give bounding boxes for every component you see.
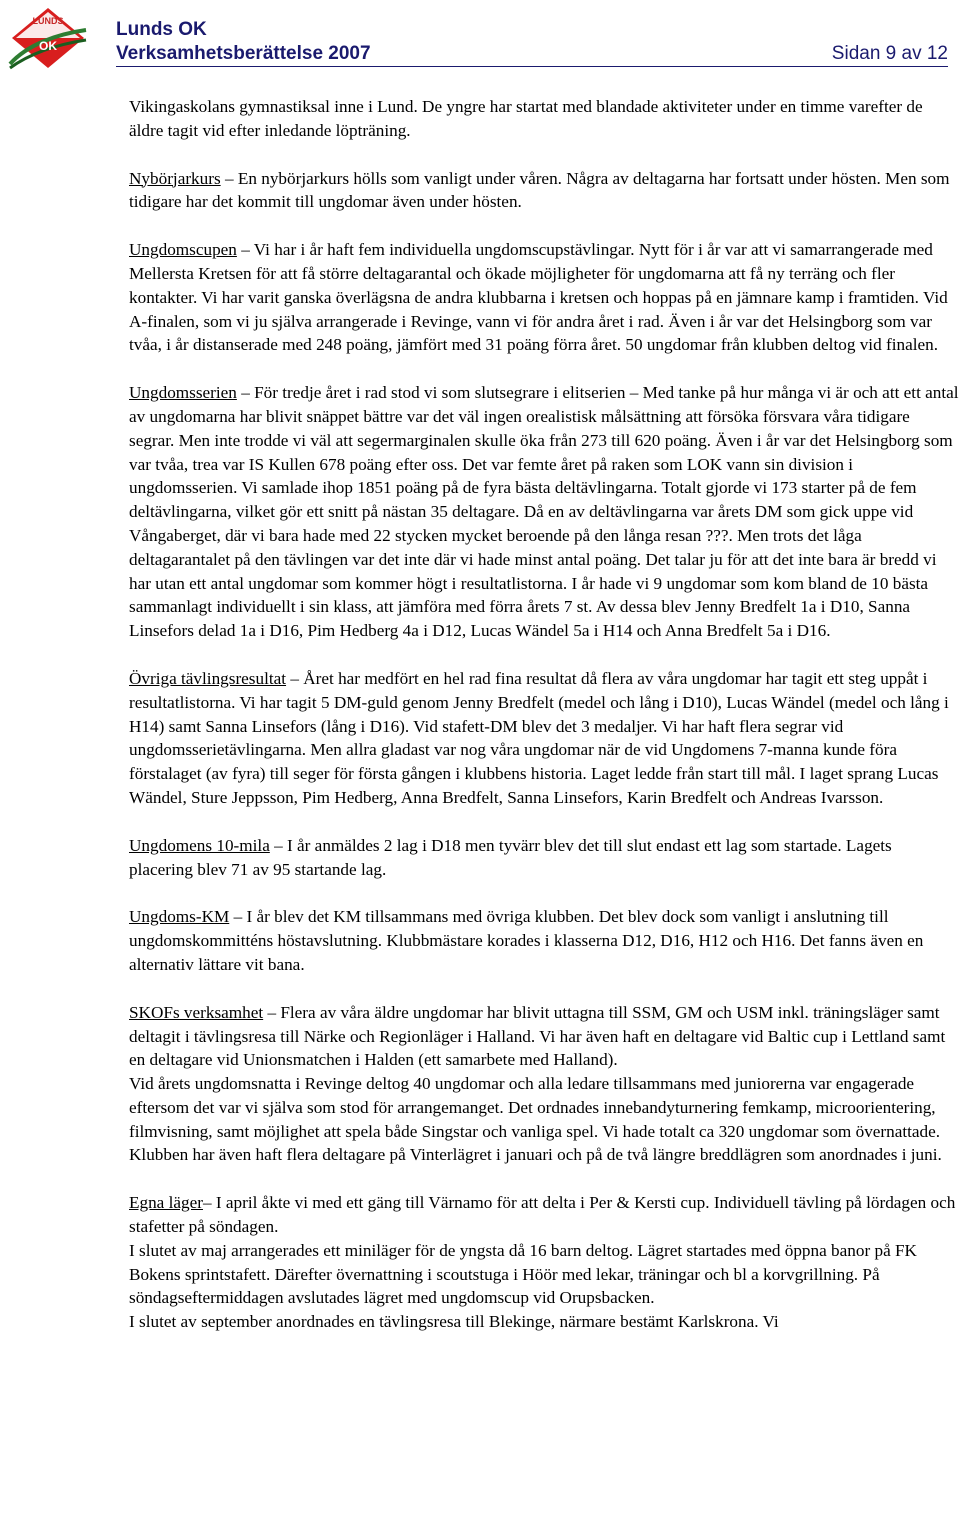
section-heading: Ungdomsserien bbox=[129, 383, 237, 403]
paragraph-text: – I år anmäldes 2 lag i D18 men tyvärr blev det till slut endast ett lag som startade. Lagets placering blev 71 av 95 startande lag. bbox=[129, 835, 892, 879]
paragraph-text: I slutet av september anordnades en tävlingsresa till Blekinge, närmare bestämt Karlskrona. Vi bbox=[129, 1312, 779, 1332]
paragraph-vinterlager bbox=[129, 1143, 959, 1167]
paragraph-text: – För tredje året i rad stod vi som slutsegrare i elitserien – Med tanke på hur många vi är och att ett antal av ungdomarna har blivit snäppet bättre var det väl ingen orealistisk målsättning att försöka försvara våra tidigare segrar. Men inte trodde vi väl att segermarginalen skulle öka från 273 till 620 poäng. Även i år var det Helsingborg som var tvåa, trea var IS Kullen 678 poäng efter oss. Det var femte året på raken som LOK vann sin division i ungdomsserien. Vi samlade ihop 1851 poäng på de fyra bästa deltävlingarna. Totalt gjorde vi 173 starter på de fem deltävlingarna, vilket gör ett snitt på nästan 35 deltagare. Då en av deltävlingarna var årets DM som gick uppe vid Vångaberget, där vi bara hade med 22 stycken mycket beroende på den långa resan ???. Men trots det låga deltagarantalet på den tävlingen var det inte där vi hade minst antal poäng. Det talar ju för att det inte bara är bredd vi har utan ett antal ungdomar som kommer högt i resultatlistorna. I år hade vi 9 ungdomar som kom bland de 10 bästa sammanlagt individuellt i sin klass, att jämföra med förra årets 7 st. Av dessa blev Jenny Bredfelt 1a i D10, Sanna Linsefors delad 1a i D16, Pim Hedberg 4a i D12, Lucas Wändel 5a i H14 och Anna Bredfelt 5a i D16. bbox=[129, 383, 959, 641]
paragraph-tavlingsresa bbox=[129, 1310, 959, 1334]
paragraph-text: – I år blev det KM tillsammans med övriga klubben. Det blev dock som vanligt i anslutning till ungdomskommitténs höstavslutning. Klubbmästare korades i klasserna D12, D16, H12 och H16. Det fanns även en alternativ lättare vit bana. bbox=[129, 907, 924, 974]
paragraph-text: Klubben har även haft flera deltagare på Vinterlägret i januari och på de två längre breddlägren som anordnades i juni. bbox=[129, 1145, 942, 1165]
paragraph-10-mila bbox=[129, 834, 959, 882]
section-heading: SKOFs verksamhet bbox=[129, 1002, 264, 1022]
paragraph-text: – Vi har i år haft fem individuella ungdomscupstävlingar. Nytt för i år var att vi samarrangerade med Mellersta Kretsen för att få större deltagarantal och ökade möjligheter för ungdomarna att få ny terräng och fler kontakter. Vi har varit ganska överlägsna de andra klubbarna i kretsen och hoppas på en jämnare kamp i framtiden. Vid A-finalen, som vi ju själva arrangerade i Revinge, vann vi för andra året i rad. Även i år var det Helsingborg som var tvåa, i år distanserade med 248 poäng, jämfört med 31 poäng förra året. 50 ungdomar från klubben deltog vid finalen. bbox=[129, 240, 948, 355]
paragraph-ungdomscupen bbox=[129, 238, 959, 357]
paragraph-ungdomsnatta bbox=[129, 1072, 959, 1143]
section-heading: Ungdomscupen bbox=[129, 240, 237, 260]
paragraph-text: I slutet av maj arrangerades ett miniläger för de yngsta då 16 barn deltog. Lägret startades med öppna banor på FK Bokens sprintstafett. Därefter övernattning i scoutstuga i Höör med lekar, träningar och bl a korvgrillning. På söndagseftermiddagen avslutades lägret med ungdomscup vid Orupsbacken. bbox=[129, 1240, 917, 1308]
paragraph-nyborjarkurs bbox=[129, 167, 959, 215]
paragraph-text: – En nybörjarkurs hölls som vanligt under våren. Några av deltagarna har fortsatt under hösten. Men som tidigare har det kommit till ungdomar även under hösten. bbox=[129, 168, 950, 212]
paragraph-intro bbox=[129, 95, 959, 143]
paragraph-text: – I april åkte vi med ett gäng till Värnamo för att delta i Per & Kersti cup. Individuell tävling på lördagen och stafetter på söndagen. bbox=[129, 1193, 956, 1237]
page-number: Sidan 9 av 12 bbox=[831, 43, 948, 64]
section-heading: Övriga tävlingsresultat bbox=[129, 668, 287, 688]
paragraph-minilager bbox=[129, 1239, 959, 1310]
section-heading: Ungdomens 10-mila bbox=[129, 835, 270, 855]
document-title: Verksamhetsberättelse 2007 bbox=[116, 43, 371, 64]
organization-name: Lunds OK bbox=[116, 19, 207, 40]
header-rule bbox=[116, 44, 948, 67]
section-heading: Ungdoms-KM bbox=[129, 907, 230, 927]
club-logo bbox=[8, 4, 88, 72]
document-body bbox=[129, 95, 959, 1334]
paragraph-text: – Flera av våra äldre ungdomar har blivit uttagna till SSM, GM och USM inkl. träningsläger samt deltagit i tävlingsresa till Närke och Regionläger i Halland. Vi har även haft en deltagare vid Baltic cup i Lettland samt en deltagare vid Unionsmatchen i Halden (ett samarbete med Halland). bbox=[129, 1002, 946, 1070]
paragraph-text: Vid årets ungdomsnatta i Revinge deltog 40 ungdomar och alla ledare tillsammans med juniorerna var engagerade eftersom det var vi själva som stod för arrangemanget. Det ordnades innebandyturnering femkamp, microorientering, filmvisning, samt möjlighet att spela både Singstar och vanliga spel. Vi hade totalt ca 320 ungdomar som övernattade. bbox=[129, 1074, 941, 1141]
paragraph-skof bbox=[129, 1001, 959, 1072]
paragraph-ungdomsserien bbox=[129, 381, 959, 643]
paragraph-ungdoms-km bbox=[129, 905, 959, 976]
section-heading: Nybörjarkurs bbox=[129, 168, 221, 188]
paragraph-text: – Året har medfört en hel rad fina resultat då flera av våra ungdomar har tagit ett steg uppåt i resultatlistorna. Vi har tagit 5 DM-guld genom Jenny Bredfelt (medel och lång i D10), Lucas Wändel (medel och lång i H14) samt Sanna Linsefors (lång i D16). Vid stafett-DM blev det 3 medaljer. Vi har haft flera segrar vid ungdomsserietävlingarna. Men allra gladast var nog våra ungdomar när de vid Ungdomens 7-manna kunde föra förstalaget (av fyra) till seger för första gången i klubbens historia. Laget ledde från start till mål. I laget sprang Lucas Wändel, Sture Jeppsson, Pim Hedberg, Anna Bredfelt, Sanna Linsefors, Karin Bredfelt och Andreas Ivarsson. bbox=[129, 668, 949, 807]
paragraph-egna-lager bbox=[129, 1191, 959, 1239]
logo-text-ok: OK bbox=[39, 39, 57, 53]
logo-text-top: LUNDS bbox=[32, 16, 64, 26]
section-heading: Egna läger bbox=[129, 1193, 203, 1213]
paragraph-ovriga bbox=[129, 667, 959, 810]
paragraph-text: Vikingaskolans gymnastiksal inne i Lund. De yngre har startat med blandade aktiviteter under en timme varefter de äldre tagit vid efter inledande löpträning. bbox=[129, 97, 923, 140]
